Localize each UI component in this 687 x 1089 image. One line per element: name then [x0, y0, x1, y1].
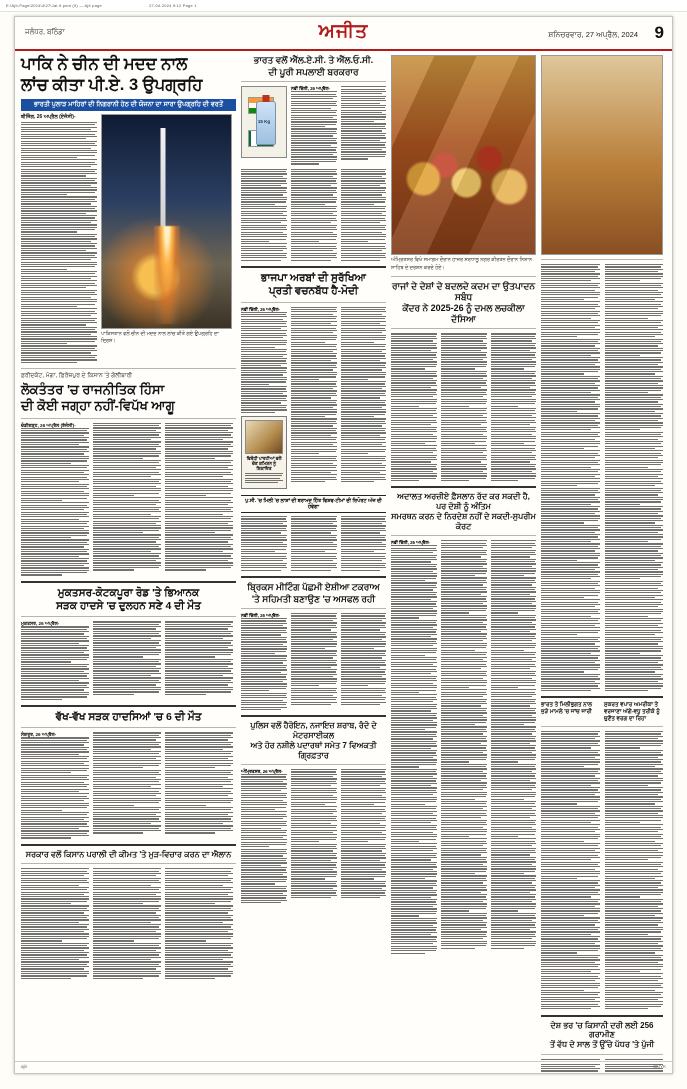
bottom-left-body-text-3	[165, 868, 233, 979]
divider	[21, 727, 236, 728]
lead-dateline: ਬੀਜਿੰਗ, 26 ਅਪ੍ਰੈਲ (ਏਜੰਸੀ)-	[21, 113, 76, 120]
col2-mid-headline-line2: ਪ੍ਰਤੀ ਵਚਨਬੱਧ ਹੈ-ਮੋਦੀ	[268, 285, 359, 298]
divider	[241, 302, 386, 303]
col4-top-body	[541, 264, 663, 692]
col3-photo-caption: ਅੰਮ੍ਰਿਤਸਰ ਵਿਖੇ ਸਮਾਗਮ ਦੌਰਾਨ ਹਾਜ਼ਰ ਸ਼ਰਧਾਲੂ ਨਗਰ ਕੀਰਤਨ ਦੌਰਾਨ ਨਿਸ਼ਾਨ ਸਾਹਿਬ ਦੇ ਦਰਸ਼ਨ ਕਰਦੇ ਹੋਏ।	[391, 257, 533, 271]
police-body-2	[291, 769, 337, 898]
issue-date: ਸ਼ਨਿਚਰਵਾਰ, 27 ਅਪ੍ਰੈਲ, 2024	[548, 30, 638, 39]
col4-dual-headlines	[541, 702, 663, 722]
col4-bottom-headline-line1: ਦੇਸ਼ ਭਰ 'ਚ ਕਿਸਾਨੀ ਦਰੀ ਲਈ 256 ਗਰਾਮੀਣ	[550, 1020, 654, 1039]
col3-mid-headline-line2: ਸਮਰਥਨ ਕਰਨ ਦੇ ਨਿਰਦੇਸ਼ ਨਹੀਂ ਦੇ ਸਕਦੀ-ਸੁਪਰੀਮ ਕੋਰਟ	[391, 512, 536, 531]
accident-body-text-3	[165, 621, 233, 694]
lead-body-text	[21, 122, 97, 363]
lead-kicker: ਭਾਰਤੀ ਪੁਲਾੜ ਮਾਹਿਰਾਂ ਦੀ ਨਿਗਰਾਨੀ ਹੇਠ ਦੀ ਯੋਜਨਾ ਦਾ ਸਾਰਾ ਉਪਗ੍ਰਹਿ ਦੀ ਵਰਤੋਂ	[21, 99, 236, 111]
column-4	[541, 55, 663, 1074]
divider	[541, 696, 663, 698]
divider	[21, 863, 236, 864]
col2-top-body-4	[291, 169, 337, 261]
protest-body-columns	[21, 423, 236, 577]
lead-headline-line1: ਪਾਕਿ ਨੇ ਚੀਨ ਦੀ ਮਦਦ ਨਾਲ	[21, 55, 188, 73]
bottom-left-body-columns	[21, 868, 236, 980]
minister-body-columns	[21, 732, 236, 839]
bottom-left-body-text-1	[21, 868, 89, 979]
col3-mid-body-1	[391, 545, 437, 954]
col4-a-headline: ਭਾਰਤ ਤੇ ਮਿਲੀਭੁਗਤ ਨਾਲ ਜੁੜੇ ਮਾਮਲੇ 'ਚ ਜਾਂਚ ਜਾਰੀ	[541, 702, 593, 715]
festival-crowd-photo	[391, 55, 536, 255]
divider	[541, 726, 663, 727]
col2-top-body-5	[341, 169, 386, 261]
minister-dateline: ਸੰਗਰੂਰ, 26 ਅਪ੍ਰੈਲ-	[21, 732, 57, 738]
protest-dateline: ਚੰਡੀਗੜ੍ਹ, 26 ਅਪ੍ਰੈਲ (ਏਜੰਸੀ)-	[21, 422, 76, 428]
content-grid	[15, 51, 672, 1074]
divider	[541, 1054, 663, 1055]
col2-bottom-headline-line2: 'ਤੇ ਸਹਿਮਤੀ ਬਣਾਉਣ 'ਚ ਅਸਫਲ ਰਹੀ	[251, 593, 376, 604]
col2-bottom-body-3	[341, 613, 386, 705]
page-number: 9	[654, 23, 664, 42]
col2-strip-body-1	[241, 516, 287, 571]
col2-top-body-1	[291, 91, 337, 164]
col3-body-3	[491, 333, 536, 481]
column-3	[391, 55, 536, 1074]
col3-body-2	[441, 333, 487, 481]
col2-top-body-2	[341, 86, 386, 159]
divider	[241, 576, 386, 578]
divider	[21, 844, 236, 846]
col4-bottom-headline-line2: ਤੋਂ ਵੱਧ ਦੇ ਸਾਲ ਤੋਂ ਉੱਚੇ ਪੱਧਰ 'ਤੇ ਪੁੱਜੀ	[549, 1040, 655, 1050]
divider	[241, 266, 386, 268]
col2-top-dateline: ਨਵੀਂ ਦਿੱਲੀ, 26 ਅਪ੍ਰੈਲ-	[291, 86, 330, 92]
column-2	[241, 55, 386, 1074]
col3-mid-dateline: ਨਵੀਂ ਦਿੱਲੀ, 26 ਅਪ੍ਰੈਲ-	[391, 540, 430, 546]
police-body-1	[241, 774, 287, 903]
police-headline-line2: ਅਤੇ ਹੋਰ ਨਸ਼ੀਲੇ ਪਦਾਰਥਾਂ ਸਮੇਤ 7 ਵਿਅਕਤੀ ਗ੍ਰਿਫ਼ਤਾਰ	[250, 741, 377, 760]
accident-body-text-2	[93, 621, 161, 694]
edition-label: ਜਲੰਧਰ, ਬਠਿੰਡਾ	[25, 29, 65, 36]
lead-photo-block	[101, 114, 232, 364]
col2-bottom-body-1	[241, 618, 287, 710]
divider	[541, 1015, 663, 1017]
protest-headline-line1: ਲੋਕਤੰਤਰ 'ਚ ਰਾਜਨੀਤਿਕ ਹਿੰਸਾ	[21, 382, 165, 398]
minister-body-text-3	[165, 732, 233, 833]
minister-body-text-1	[21, 737, 89, 838]
cylinder-weight-label: 15 Kg	[257, 119, 271, 125]
divider	[21, 368, 236, 369]
col2-top-headline-line2: ਦੀ ਪੂਰੀ ਸਪਲਾਈ ਬਰਕਰਾਰ	[268, 66, 359, 77]
complaint-box-heading: ਵਿਰੋਧੀ ਪਾਰਟੀਆਂ ਵਲੋਂ ਚੋਣ ਕਮਿਸ਼ਨ ਨੂੰ ਸ਼ਿਕਾਇਤ	[246, 455, 282, 471]
col3-mid-body-3	[491, 540, 536, 949]
lpg-supply-graphic	[241, 86, 287, 158]
col2-strip-headline-box	[241, 495, 386, 514]
complaint-box-text	[245, 473, 283, 484]
footer-left: ajit	[21, 1064, 27, 1069]
police-dateline: ਅੰਮ੍ਰਿਤਸਰ, 26 ਅਪ੍ਰੈਲ-	[241, 769, 283, 774]
divider	[391, 486, 536, 488]
accident-body-text-1	[21, 626, 89, 699]
divider	[391, 535, 536, 536]
masthead	[15, 17, 672, 51]
col4-top-photo	[541, 55, 663, 255]
protest-headline-line2: ਦੀ ਕੋਈ ਜਗ੍ਹਾ ਨਹੀਂ-ਵਿਪੱਖ ਆਗੂ	[21, 398, 175, 414]
bottom-left-headline: ਸਰਕਾਰ ਵਲੋਂ ਕਿਸਾਨ ਪਰਾਲੀ ਦੀ ਕੀਮਤ 'ਤੇ ਮੁੜ-ਵਿਚਾਰ ਕਰਨ ਦਾ ਐਲਾਨ	[25, 849, 232, 859]
col2-strip-headline: ਪੁ.ਸੀ. 'ਚ ਮਿਲੀ 'ਚ ਲਾਸ਼ਾਂ ਦੀ ਬਰਾਮਦ ਹਿੱਤ ਵਿਸ਼ਵ-ਟੀਮਾਂ ਦੀ ਰਿਪੋਰਟ ਅੱਜ ਦੀ ਹੋਵੇਗਾ	[245, 497, 382, 510]
col3-mid-body-2	[441, 540, 487, 949]
col2-bottom-headline-line1: ਬ੍ਰਿਕਸ ਮੀਟਿੰਗ ਪੱਛਮੀ ਏਸ਼ੀਆ ਟਕਰਾਅ	[247, 581, 380, 592]
accident-headline: ਮੁਕਤਸਰ-ਕੋਟਕਪੂਰਾ ਰੋਡ 'ਤੇ ਭਿਆਨਕ	[57, 586, 200, 599]
col3-headline-line2: ਕੇਂਦਰ ਨੇ 2025-26 ਨੂੰ ਦਮਲ ਲਚਕੀਲਾ ਦੱਸਿਆ	[402, 303, 525, 324]
print-info-left: E:\Ajit-Page\2024\4\27\Jal-9.pmd (9) — Ajit page	[6, 3, 102, 8]
lead-photo-caption: ਪਾਕਿਸਤਾਨ ਵਲੋਂ ਚੀਨ ਦੀ ਮਦਦ ਨਾਲ ਲਾਂਚ ਕੀਤੇ ਗਏ ਉਪਗ੍ਰਹਿ ਦਾ ਦ੍ਰਿਸ਼।	[101, 330, 219, 345]
col3-headline-line1: ਰਾਜਾਂ ਦੇ ਦੇਸ਼ਾਂ ਦੇ ਬਦਲਦੇ ਕਦਮ ਦਾ ਉਤਪਾਦਨ ਸਬੰਧ	[392, 281, 535, 302]
lead-headline-line2: ਲਾਂਚ ਕੀਤਾ ਪੀ.ਏ. 3 ਉਪਗ੍ਰਹਿ	[21, 76, 203, 95]
minister-headline: ਵੱਖ-ਵੱਖ ਸੜਕ ਹਾਦਸਿਆਂ 'ਚ 6 ਦੀ ਮੌਤ	[55, 710, 202, 723]
print-info-right: 27-04-2024 9:12 Page 1	[149, 3, 197, 8]
col2-mid-body-2	[291, 307, 337, 483]
col2-top-body-3	[241, 169, 287, 261]
protest-body-text-2	[93, 423, 161, 571]
bottom-left-body-text-2	[93, 868, 161, 979]
divider	[21, 581, 236, 583]
divider	[21, 616, 236, 617]
accident-dateline: ਮੁਕਤਸਰ, 26 ਅਪ੍ਰੈਲ-	[21, 621, 60, 627]
protest-byline: ਫ਼ਰੀਦਕੋਟ, ਮੋਗਾ, ਫ਼ਿਰੋਜ਼ਪੁਰ ਦੇ ਕਿਸਾਨ 'ਤੇ ਗੋਲੀਬਾਰੀ	[21, 373, 133, 380]
col2-top-headline-line1: ਭਾਰਤ ਵਲੋਂ ਐੱਲ.ਏ.ਸੀ. ਤੇ ਐੱਲ.ਓ.ਸੀ.	[253, 55, 374, 65]
divider	[241, 715, 386, 717]
minister-body-text-2	[93, 732, 161, 833]
col2-mid-headline-line1: ਭਾਜਪਾ ਅਰਬਾਂ ਦੀ ਸੁਰੱਖਿਆ	[261, 271, 366, 284]
page-footer	[15, 1061, 672, 1073]
col2-mid-dateline: ਨਵੀਂ ਦਿੱਲੀ, 26 ਅਪ੍ਰੈਲ-	[241, 306, 280, 312]
col3-mid-headline-line1: ਅਦਾਲਤ ਅਰਜ਼ੀਏ ਫ਼ੈਸਲਾਨ ਰੱਦ ਕਰ ਸਕਦੀ ਹੈ, ਪਰ ਦੋਸ਼ੀ ਨੂੰ ਅੰਤਿਮ	[397, 492, 530, 511]
col2-bottom-body-2	[291, 613, 337, 705]
divider	[21, 418, 236, 419]
protest-body-text-3	[165, 423, 233, 571]
col3-body-1	[391, 333, 437, 481]
col2-mid-body-1	[241, 312, 287, 413]
police-body-3	[341, 769, 386, 898]
print-info-bar	[0, 0, 687, 12]
accident-subheadline: ਸੜਕ ਹਾਦਸੇ 'ਚ ਦੁਲਹਨ ਸਣੇ 4 ਦੀ ਮੌਤ	[56, 600, 201, 613]
col4-dual-body	[541, 731, 663, 1010]
column-1	[21, 55, 236, 1074]
divider	[391, 328, 536, 329]
col2-strip-body-3	[341, 516, 386, 571]
publication-title: ਅਜੀਤ	[318, 21, 369, 42]
protest-body-text-1	[21, 428, 89, 576]
col4-b-headline: ਸੁਕਰਤ ਵਪਾਰ ਅਮਰੀਕਾ ਤੇ ਵਰਜਾਣਾ ਅੱਗੇ-ਵਧੂ ਤਰੀਕੇ ਨੂੰ ਚੁਣੌਤ ਵਰਗ ਦਾ ਰਿਹਾ	[604, 702, 660, 722]
page-sheet	[14, 16, 673, 1074]
divider	[241, 81, 386, 82]
rocket-launch-photo	[101, 114, 232, 329]
footer-right: CMYK	[652, 1064, 666, 1069]
col2-bottom-dateline: ਨਵੀਂ ਦਿੱਲੀ, 26 ਅਪ੍ਰੈਲ-	[241, 613, 280, 619]
lead-text-column	[21, 114, 97, 364]
complaint-box-photo	[245, 420, 283, 454]
col2-mid-body-3	[341, 307, 386, 483]
election-complaint-box	[241, 416, 287, 489]
divider	[241, 764, 386, 765]
col2-strip-body-2	[291, 516, 337, 571]
police-headline-line1: ਪੁਲਿਸ ਵਲੋਂ ਹੈਰੋਇਨ, ਨਜਾਇਜ਼ ਸ਼ਰਾਬ, ਰੰਦੋ ਦੇ ਮੋਟਰਸਾਈਕਲ	[250, 721, 377, 740]
divider	[391, 276, 536, 277]
accident-body-columns	[21, 621, 236, 701]
divider	[21, 705, 236, 707]
divider	[241, 608, 386, 609]
divider	[541, 259, 663, 260]
